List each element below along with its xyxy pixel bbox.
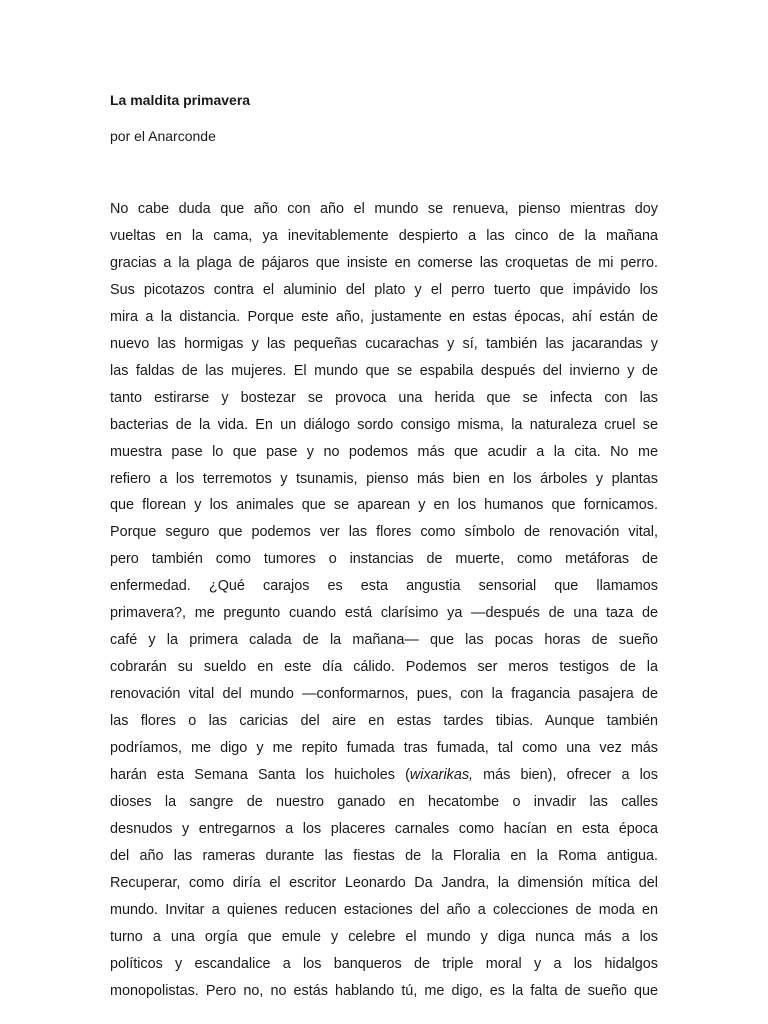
text-line-start: refiero a los terremotos y tsunamis, pienso más bien en los árboles y plantas (110, 470, 658, 487)
text-line-start: gracias a la plaga de pájaros que insiste en comerse las croquetas de mi perro. (110, 254, 658, 271)
text-line-start: cobrarán su sueldo en este día cálido. Podemos ser meros testigos de la (110, 659, 658, 676)
text-line (110, 519, 658, 546)
text-line-start: dioses la sangre de nuestro ganado en hecatombe o invadir las calles (110, 793, 658, 810)
text-line (110, 654, 658, 681)
text-line (110, 331, 658, 358)
text-line (110, 439, 658, 466)
text-line (110, 358, 658, 385)
text-line-start: pero también como tumores o instancias de muerte, como metáforas de (110, 551, 658, 568)
text-line (110, 978, 658, 1005)
text-line-start: mundo. Invitar a quienes reducen estaciones del año a colecciones de moda en (110, 901, 658, 918)
text-line-start: tanto estirarse y bostezar se provoca una herida que se infecta con las (110, 389, 658, 406)
text-line (110, 627, 658, 654)
text-line (110, 870, 658, 897)
text-line (110, 250, 658, 277)
text-line (110, 816, 658, 843)
text-line-start: Porque seguro que podemos ver las flores como símbolo de renovación vital, (110, 524, 658, 541)
text-line (110, 600, 658, 627)
text-line-start: que florean y los animales que se aparean y en los humanos que fornicamos. (110, 497, 658, 514)
text-line-start: café y la primera calada de la mañana— que las pocas horas de sueño (110, 632, 658, 649)
text-line (110, 681, 658, 708)
text-line (110, 412, 658, 439)
text-line-start: vueltas en la cama, ya inevitablemente despierto a las cinco de la mañana (110, 227, 658, 244)
text-line-start: harán esta Semana Santa los huicholes ( (110, 767, 410, 784)
text-line-start: monopolistas. Pero no, no estás hablando tú, me digo, es la falta de sueño que (110, 982, 658, 999)
text-line-start: Sus picotazos contra el aluminio del plato y el perro tuerto que impávido los (110, 281, 658, 298)
text-line (110, 277, 658, 304)
text-line (110, 735, 658, 762)
text-line (110, 951, 658, 978)
text-line-start: políticos y escandalice a los banqueros de triple moral y a los hidalgos (110, 955, 658, 972)
text-line (110, 492, 658, 519)
text-line-end: más bien), ofrecer a los (473, 767, 658, 784)
document-title: La maldita primavera (110, 92, 251, 108)
document-author: por el Anarconde (110, 128, 216, 144)
text-line (110, 223, 658, 250)
text-line-start: Recuperar, como diría el escritor Leonardo Da Jandra, la dimensión mítica del (110, 874, 658, 891)
text-line (110, 304, 658, 331)
italic-term: wixarikas, (409, 767, 474, 784)
text-line (110, 789, 658, 816)
text-line (110, 762, 658, 789)
body-paragraph (110, 196, 658, 1005)
text-line-start: enfermedad. ¿Qué carajos es esta angustia sensorial que llamamos (110, 578, 658, 595)
text-line (110, 708, 658, 735)
text-line-start: podríamos, me digo y me repito fumada tras fumada, tal como una vez más (110, 740, 658, 757)
text-line (110, 843, 658, 870)
text-line (110, 196, 658, 223)
text-line (110, 385, 658, 412)
text-line-start: primavera?, me pregunto cuando está clarísimo ya —después de una taza de (110, 605, 658, 622)
text-line (110, 546, 658, 573)
text-line-start: muestra pase lo que pase y no podemos más que acudir a la cita. No me (110, 443, 658, 460)
text-line-start: No cabe duda que año con año el mundo se renueva, pienso mientras doy (110, 201, 658, 217)
text-line (110, 924, 658, 951)
text-line-start: desnudos y entregarnos a los placeres carnales como hacían en esta época (110, 820, 658, 837)
text-line-start: del año las rameras durante las fiestas de la Floralia en la Roma antigua. (110, 847, 658, 864)
text-line-start: nuevo las hormigas y las pequeñas cucarachas y sí, también las jacarandas y (110, 335, 658, 352)
text-line (110, 573, 658, 600)
text-line-start: bacterias de la vida. En un diálogo sordo consigo misma, la naturaleza cruel se (110, 416, 658, 433)
text-line-start: las flores o las caricias del aire en estas tardes tibias. Aunque también (110, 713, 658, 730)
text-line (110, 466, 658, 493)
text-line (110, 897, 658, 924)
text-line-start: las faldas de las mujeres. El mundo que se espabila después del invierno y de (110, 362, 658, 379)
text-line-start: mira a la distancia. Porque este año, justamente en estas épocas, ahí están de (110, 308, 658, 325)
text-line-start: renovación vital del mundo —conformarnos, pues, con la fragancia pasajera de (110, 686, 658, 703)
text-line-start: turno a una orgía que emule y celebre el mundo y diga nunca más a los (110, 928, 658, 945)
